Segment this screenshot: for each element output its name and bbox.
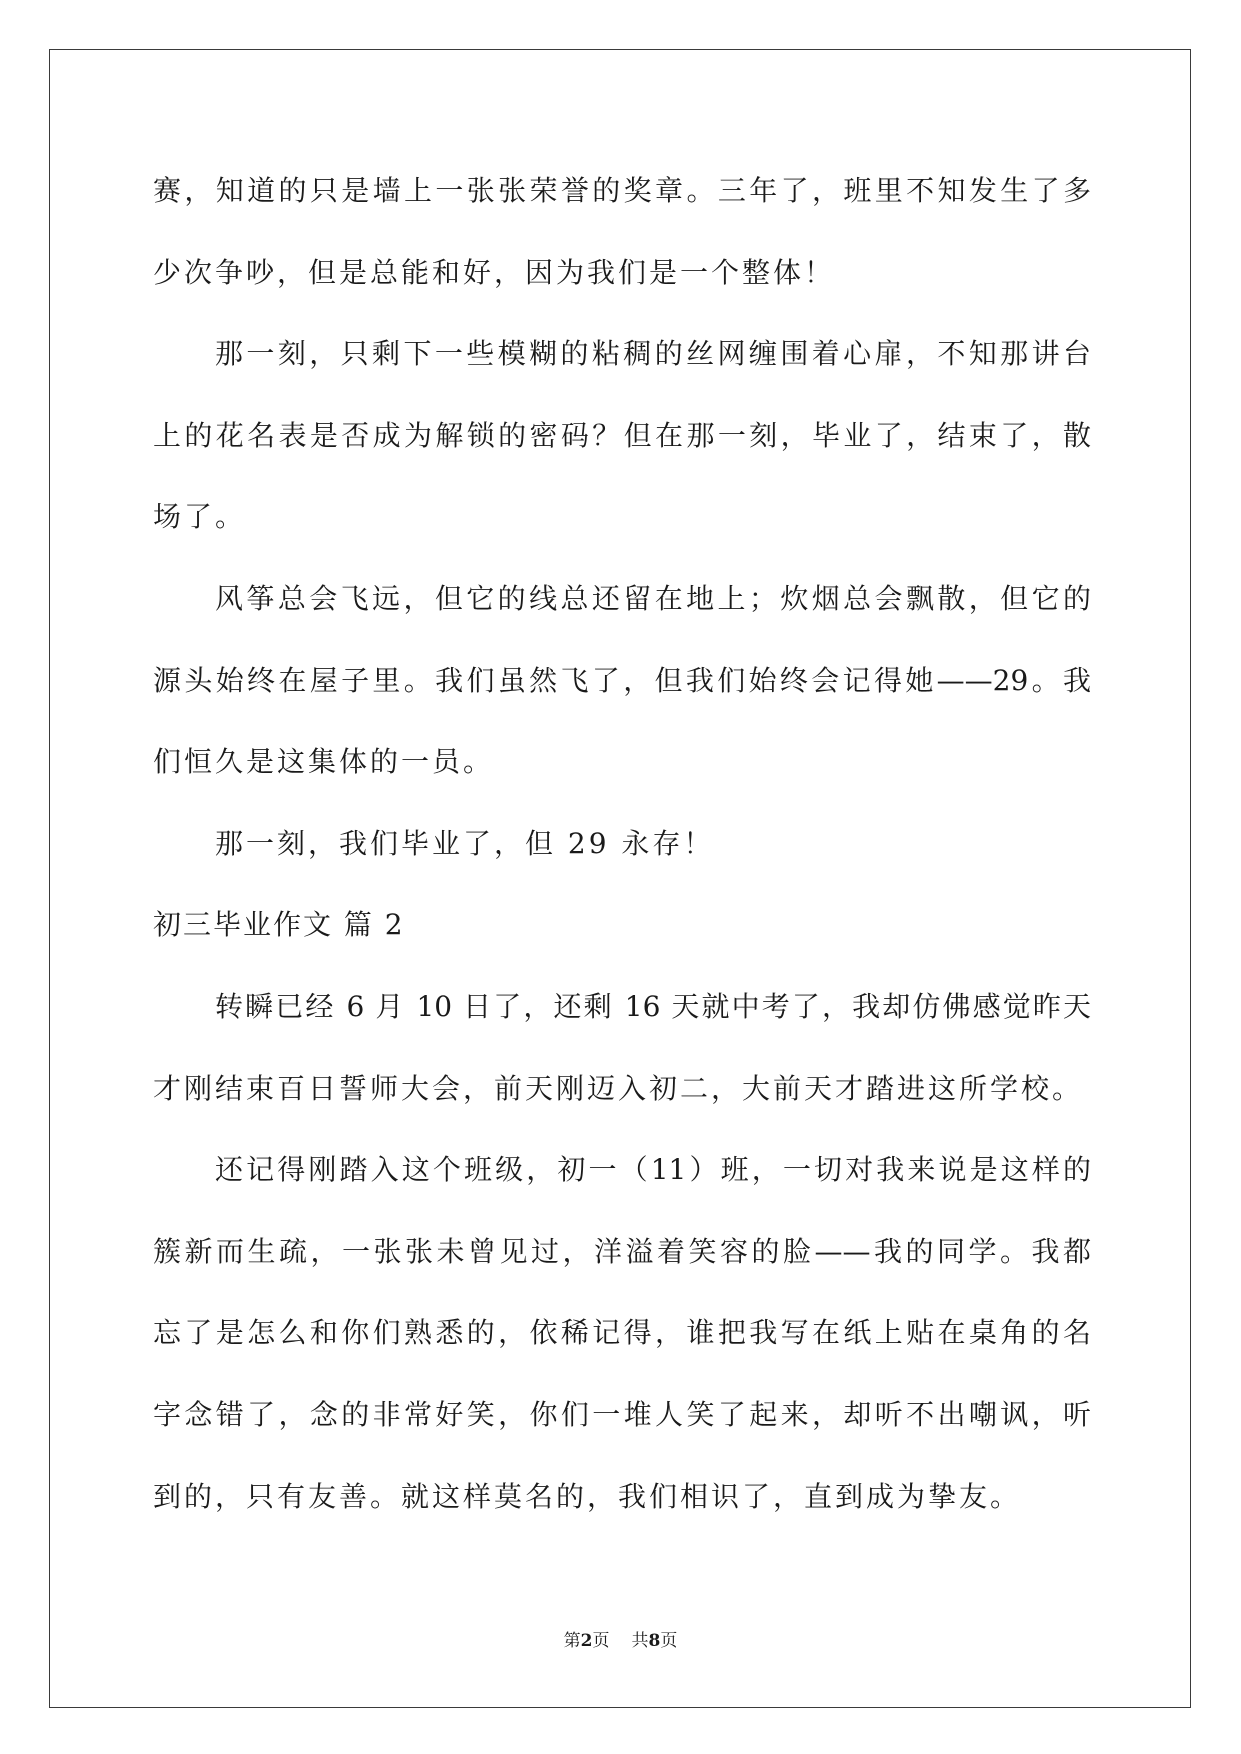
text-line: 簇新而生疏，一张张未曾见过，洋溢着笑容的脸——我的同学。我都	[153, 1234, 1091, 1268]
text-line: 风筝总会飞远，但它的线总还留在地上；炊烟总会飘散，但它的	[215, 581, 1091, 615]
text-line: 少次争吵，但是总能和好，因为我们是一个整体！	[153, 255, 836, 289]
text-line: 字念错了，念的非常好笑，你们一堆人笑了起来，却听不出嘲讽，听	[153, 1397, 1091, 1431]
text-line: 场了。	[153, 500, 247, 534]
text-line: 上的花名表是否成为解锁的密码？但在那一刻，毕业了，结束了，散	[153, 418, 1091, 452]
total-suffix: 页	[660, 1631, 678, 1651]
text-line: 们恒久是这集体的一员。	[153, 745, 495, 779]
text-line: 才刚结束百日誓师大会，前天刚迈入初二，大前天才踏进这所学校。	[153, 1071, 1084, 1105]
text-line: 到的，只有友善。就这样莫名的，我们相识了，直到成为挚友。	[153, 1479, 1022, 1513]
page-number: 2	[580, 1631, 593, 1651]
total-pages: 8	[648, 1631, 661, 1651]
text-line: 还记得刚踏入这个班级，初一（11）班，一切对我来说是这样的	[215, 1153, 1091, 1187]
text-line: 转瞬已经 6 月 10 日了，还剩 16 天就中考了，我却仿佛感觉昨天	[215, 989, 1091, 1023]
document-body	[153, 150, 1091, 1537]
text-line: 那一刻，只剩下一些模糊的粘稠的丝网缠围着心扉，不知那讲台	[215, 337, 1091, 371]
section-heading: 初三毕业作文 篇 2	[153, 908, 405, 942]
text-line: 源头始终在屋子里。我们虽然飞了，但我们始终会记得她——29。我	[153, 663, 1091, 697]
text-line: 忘了是怎么和你们熟悉的，依稀记得，谁把我写在纸上贴在桌角的名	[153, 1316, 1091, 1350]
text-line: 赛，知道的只是墙上一张张荣誉的奖章。三年了，班里不知发生了多	[153, 174, 1091, 207]
text-line: 那一刻，我们毕业了，但 29 永存！	[215, 826, 715, 860]
page-footer	[0, 1628, 1241, 1654]
page-prefix: 第	[563, 1631, 581, 1651]
total-prefix: 共	[631, 1631, 649, 1651]
page-suffix: 页	[592, 1631, 610, 1651]
